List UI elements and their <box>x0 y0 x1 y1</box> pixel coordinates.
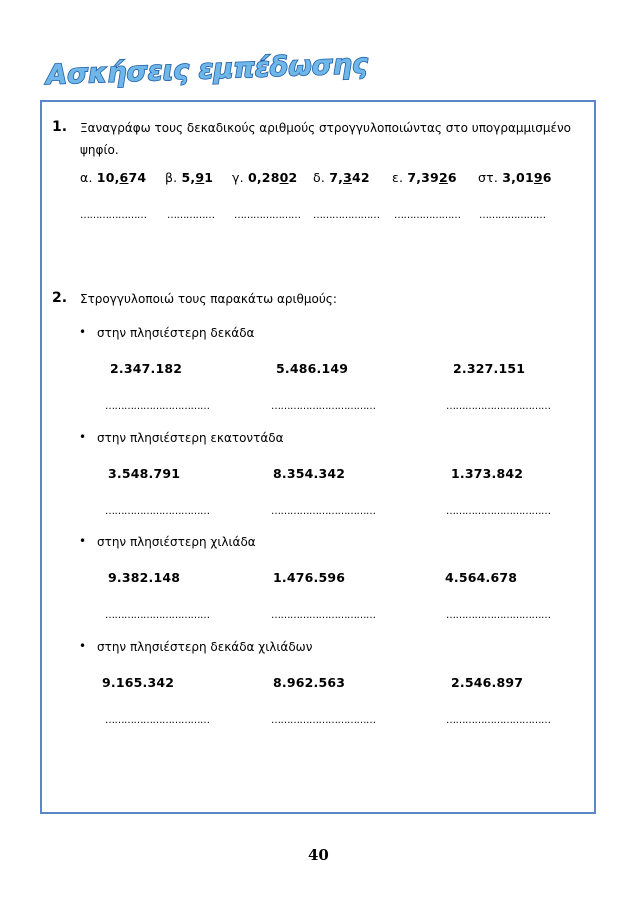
item-digits-after: 42 <box>351 170 370 185</box>
number-to-round: 9.382.148 <box>108 570 181 585</box>
item-underlined-digit: 3 <box>343 170 352 185</box>
rounding-group-label: στην πλησιέστερη δεκάδα χιλιάδων <box>97 640 313 654</box>
exercise-1-instruction-line2: ψηφίο. <box>80 143 119 157</box>
number-to-round: 8.354.342 <box>273 466 346 481</box>
answer-blank[interactable]: …………………………… <box>271 715 376 726</box>
item-prefix: α. <box>80 170 97 185</box>
number-to-round: 4.564.678 <box>445 570 518 585</box>
number-to-round: 2.327.151 <box>453 361 526 376</box>
exercise-1-item <box>392 170 457 185</box>
number-to-round: 2.546.897 <box>451 675 524 690</box>
exercise-1-item <box>80 170 146 185</box>
bullet-icon: • <box>79 639 87 653</box>
answer-blank[interactable]: …………………………… <box>271 610 376 621</box>
number-to-round: 3.548.791 <box>108 466 181 481</box>
bullet-icon: • <box>79 325 87 339</box>
answer-blank[interactable]: …………… <box>167 210 215 221</box>
item-prefix: ε. <box>392 170 408 185</box>
answer-blank[interactable]: ………………… <box>313 210 380 221</box>
exercise-1-item <box>232 170 297 185</box>
rounding-group-label: στην πλησιέστερη εκατοντάδα <box>97 431 284 445</box>
answer-blank[interactable]: …………………………… <box>446 610 551 621</box>
item-prefix: στ. <box>478 170 503 185</box>
item-digits-before: 5, <box>181 170 196 185</box>
answer-blank[interactable]: ………………… <box>234 210 301 221</box>
item-digits-after: 2 <box>288 170 298 185</box>
item-digits-before: 10, <box>96 170 120 185</box>
item-digits-after: 6 <box>542 170 552 185</box>
item-prefix: δ. <box>313 170 330 185</box>
page-title-text: Ασκήσεις εμπέδωσης <box>45 48 369 91</box>
exercise-2-number: 2. <box>52 290 68 306</box>
item-digits-after: 1 <box>204 170 214 185</box>
item-underlined-digit: 2 <box>438 170 448 185</box>
answer-blank[interactable]: …………………………… <box>446 715 551 726</box>
exercise-2-instruction: Στρογγυλοποιώ τους παρακάτω αριθμούς: <box>80 292 337 306</box>
bullet-icon: • <box>79 430 87 444</box>
item-digits-before: 0,28 <box>247 170 280 185</box>
number-to-round: 9.165.342 <box>102 675 175 690</box>
item-underlined-digit: 9 <box>195 170 205 185</box>
answer-blank[interactable]: ………………… <box>80 210 147 221</box>
exercise-1-item <box>165 170 213 185</box>
answer-blank[interactable]: …………………………… <box>271 401 376 412</box>
number-to-round: 2.347.182 <box>110 361 183 376</box>
answer-blank[interactable]: …………………………… <box>105 610 210 621</box>
number-to-round: 1.476.596 <box>273 570 346 585</box>
page-title <box>40 42 369 92</box>
item-underlined-digit: 9 <box>533 170 543 185</box>
exercise-1-item <box>313 170 370 185</box>
answer-blank[interactable]: …………………………… <box>105 506 210 517</box>
answer-blank[interactable]: …………………………… <box>446 401 551 412</box>
rounding-group-label: στην πλησιέστερη χιλιάδα <box>97 535 256 549</box>
exercise-1-item <box>478 170 552 185</box>
exercise-1-instruction-line1: Ξαναγράφω τους δεκαδικούς αριθμούς στρογγυλοποιώντας στο υπογραμμισμένο <box>80 121 571 135</box>
answer-blank[interactable]: …………………………… <box>105 401 210 412</box>
bullet-icon: • <box>79 534 87 548</box>
item-digits-after: 6 <box>447 170 457 185</box>
answer-blank[interactable]: …………………………… <box>446 506 551 517</box>
item-digits-before: 3,01 <box>502 170 534 185</box>
item-underlined-digit: 0 <box>279 170 289 185</box>
answer-blank[interactable]: …………………………… <box>105 715 210 726</box>
item-digits-before: 7,39 <box>407 170 439 185</box>
exercise-frame <box>40 100 596 814</box>
answer-blank[interactable]: ………………… <box>394 210 461 221</box>
item-digits-after: 74 <box>128 170 147 185</box>
item-digits-before: 7, <box>329 170 344 185</box>
number-to-round: 8.962.563 <box>273 675 346 690</box>
answer-blank[interactable]: …………………………… <box>271 506 376 517</box>
number-to-round: 5.486.149 <box>276 361 349 376</box>
item-underlined-digit: 6 <box>119 170 129 185</box>
item-prefix: β. <box>165 170 182 185</box>
answer-blank[interactable]: ………………… <box>479 210 546 221</box>
rounding-group-label: στην πλησιέστερη δεκάδα <box>97 326 255 340</box>
item-prefix: γ. <box>232 170 248 185</box>
number-to-round: 1.373.842 <box>451 466 524 481</box>
page-number: 40 <box>308 846 329 864</box>
exercise-1-number: 1. <box>52 119 68 135</box>
